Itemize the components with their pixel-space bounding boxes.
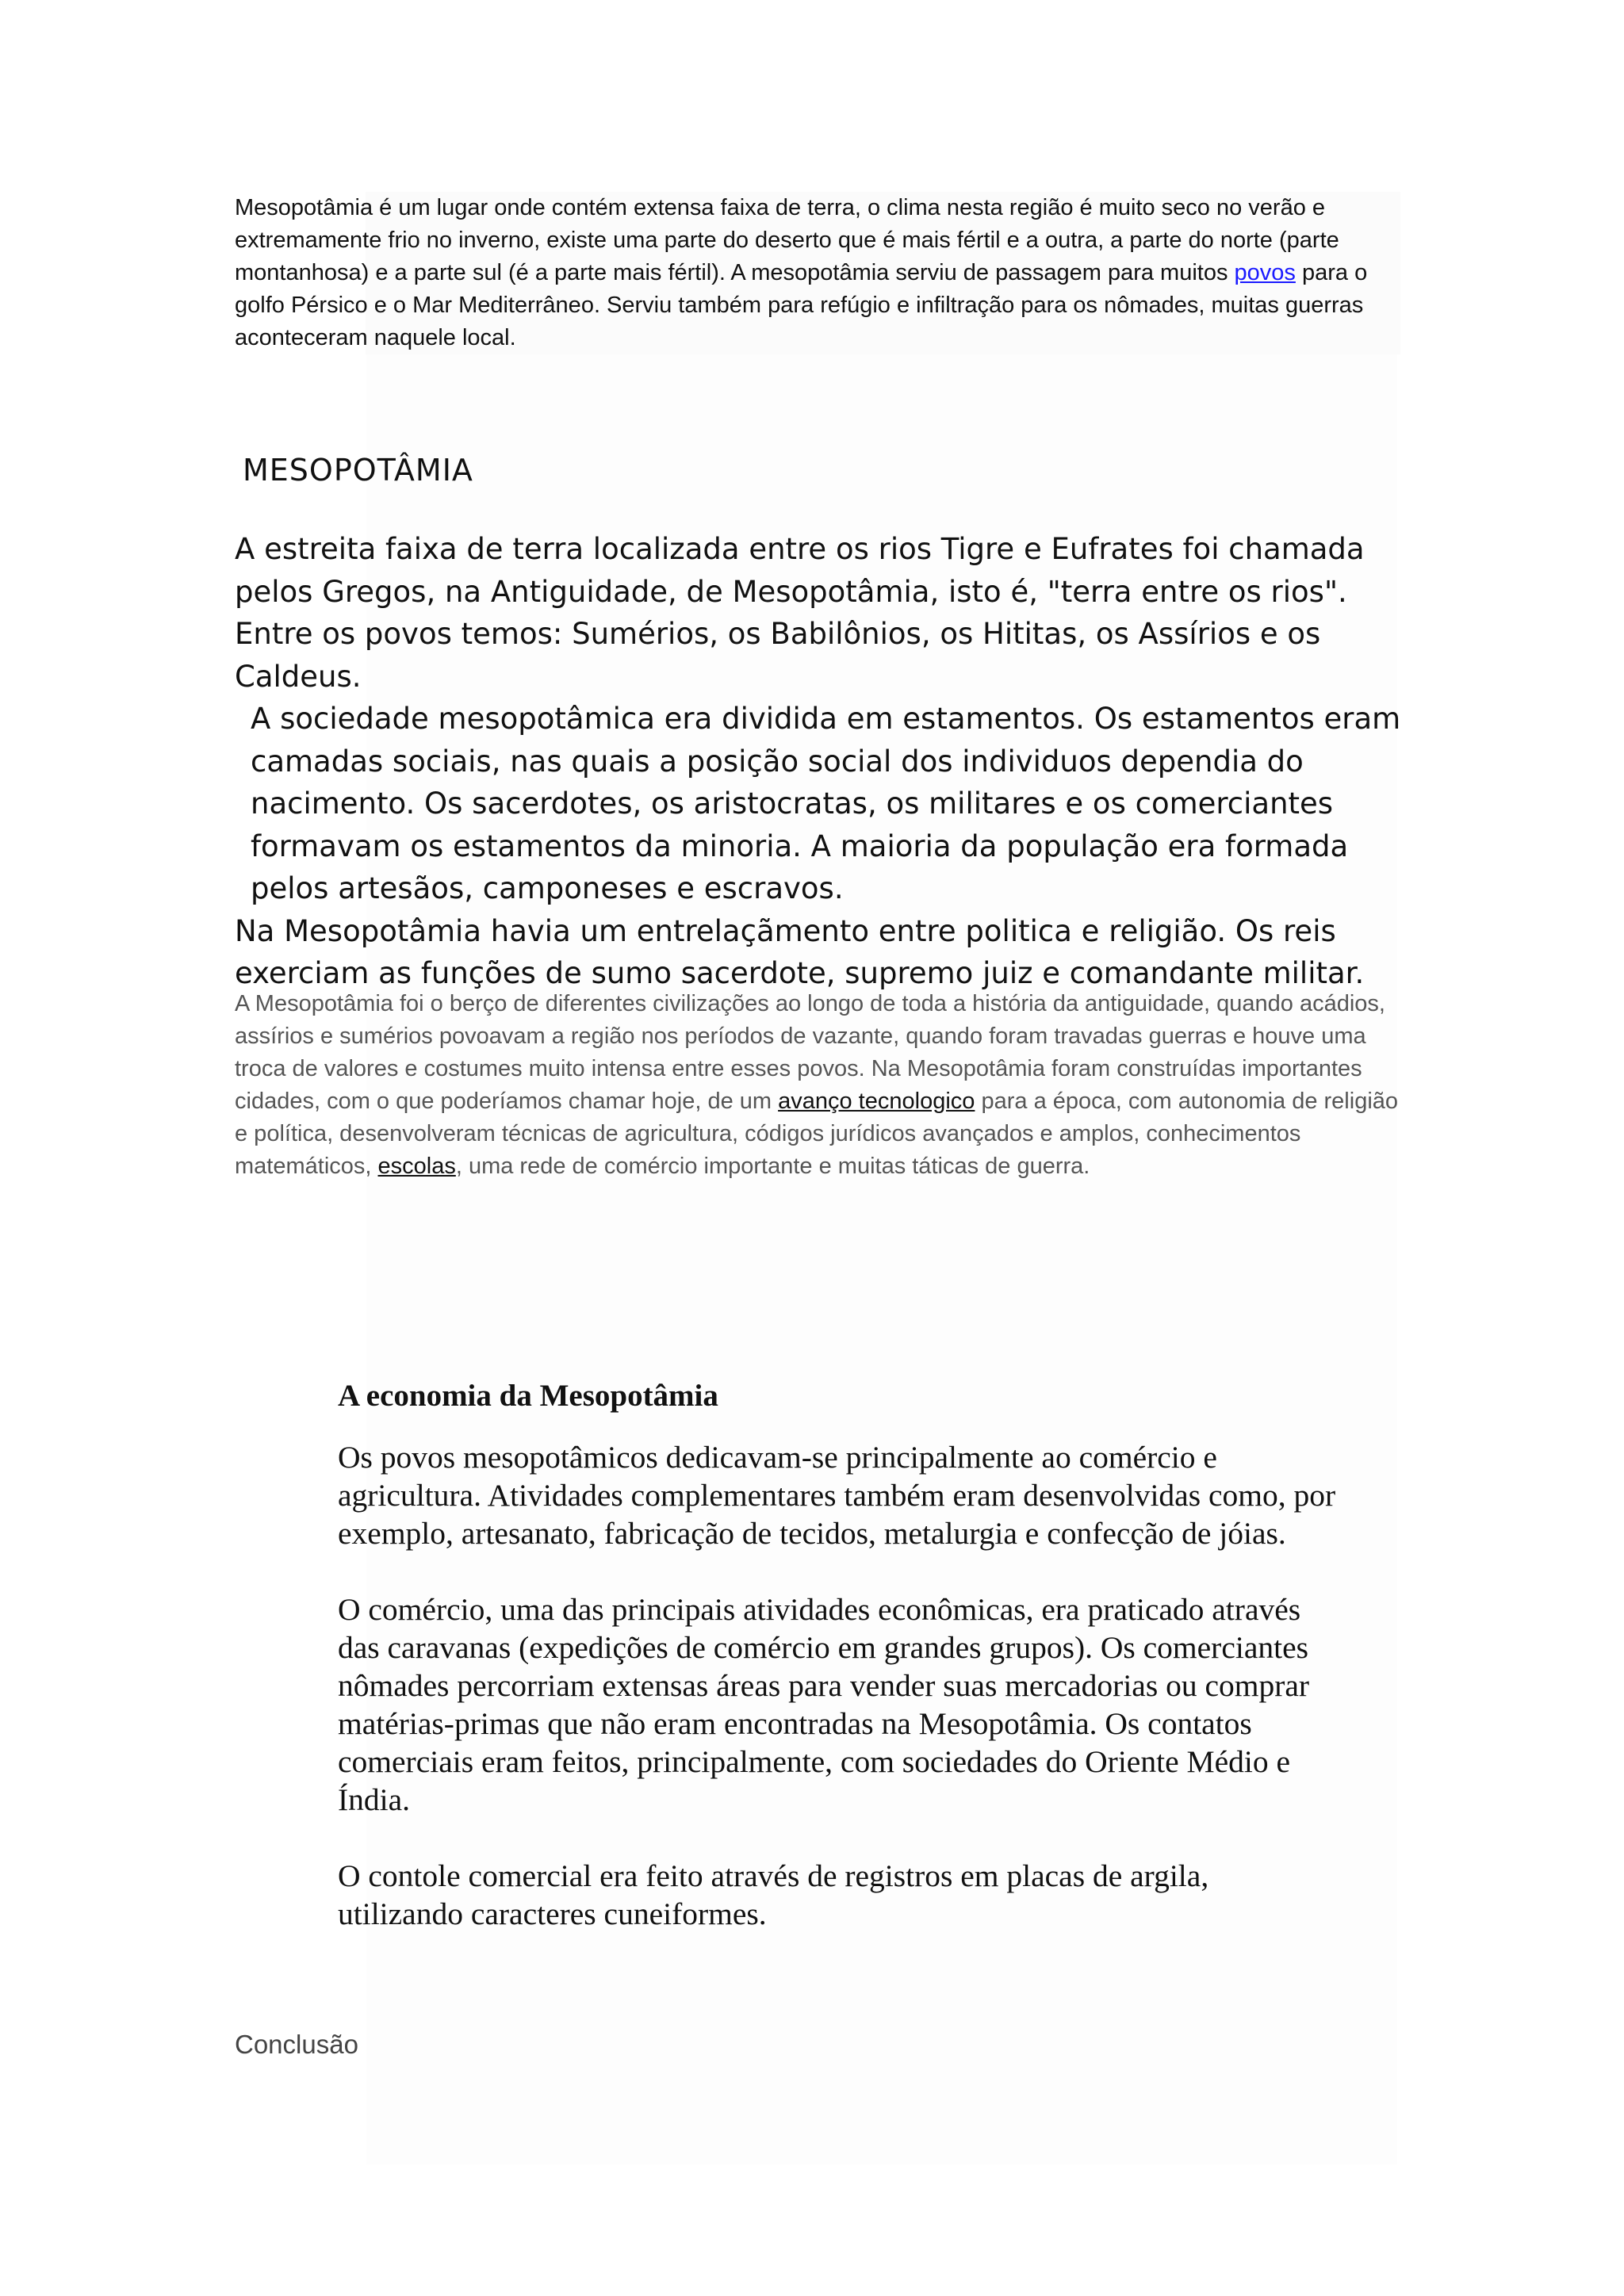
mesopotamia-line-2: Entre os povos temos: Sumérios, os Babilônios, os Hititas, os Assírios e os Caldeus. [235,617,1321,694]
povos-link[interactable]: povos [1234,260,1296,285]
history-paragraph [235,988,1400,1183]
mesopotamia-line-4: Na Mesopotâmia havia um entrelaçãmento entre politica e religião. Os reis exerciam as funções de sumo sacerdote, supremo juiz e comandante militar. [235,913,1365,990]
intro-text-start: Mesopotâmia é um lugar onde contém extensa faixa de terra, o clima nesta região é muito seco no verão e extremamente frio no inverno, existe uma parte do deserto que é mais fértil e a outra, a parte do norte (parte montanhosa) e a parte sul (é a parte mais fértil). A mesopotâmia serviu de passagem para muitos [235,195,1339,285]
avanco-tecnologico-link[interactable]: avanço tecnologico [778,1089,975,1114]
mesopotamia-line-3: A sociedade mesopotâmica era dividida em estamentos. Os estamentos eram camadas sociais, nas quais a posição social dos individuos dependia do nacimento. Os sacerdotes, os aristocratas, os militares e os comerciantes formavam os estamentos da minoria. A maioria da população era formada pelos artesãos, camponeses e escravos. [251,702,1401,905]
intro-paragraph [235,192,1400,354]
escolas-link[interactable]: escolas [377,1154,456,1179]
conclusion-label: Conclusão [235,2030,358,2059]
economy-paragraph-2: O comércio, uma das principais atividades econômicas, era praticado através das caravanas (expedições de comércio em grandes grupos). Os comerciantes nômades percorriam extensas áreas para vender suas mercadorias ou comprar matérias-primas que não eram encontradas na Mesopotâmia. Os contatos comerciais eram feitos, principalmente, com sociedades do Oriente Médio e Índia. [338,1592,1310,1817]
mesopotamia-heading: MESOPOTÂMIA [243,453,473,488]
history-text-2: para a época, com autonomia de religião e política, desenvolveram técnicas de agricultura, códigos jurídicos avançados e amplos, conhecimentos matemáticos, [235,1089,1399,1179]
history-text-3: , uma rede de comércio importante e muitas táticas de guerra. [455,1154,1090,1179]
economy-title: A economia da Mesopotâmia [338,1379,718,1413]
economy-section [338,1376,1337,1971]
mesopotamia-line-1: A estreita faixa de terra localizada entre os rios Tigre e Eufrates foi chamada pelos Gregos, na Antiguidade, de Mesopotâmia, isto é, "terra entre os rios". [235,532,1365,609]
history-text-1: A Mesopotâmia foi o berço de diferentes civilizações ao longo de toda a história da antiguidade, quando acádios, assírios e sumérios povoavam a região nos períodos de vazante, quando foram travadas guerras e houve uma troca de valores e costumes muito intensa entre esses povos. Na Mesopotâmia foram construídas importantes cidades, com o que poderíamos chamar hoje, de um [235,991,1385,1114]
economy-paragraph-1: Os povos mesopotâmicos dedicavam-se principalmente ao comércio e agricultura. Atividades complementares também eram desenvolvidas como, por exemplo, artesanato, fabricação de tecidos, metalurgia e confecção de jóias. [338,1440,1336,1551]
economy-paragraph-3: O contole comercial era feito através de registros em placas de argila, utilizando caracteres cuneiformes. [338,1858,1209,1931]
mesopotamia-section [235,528,1424,995]
intro-text-end: para o golfo Pérsico e o Mar Mediterrâneo. Serviu também para refúgio e infiltração para os nômades, muitas guerras aconteceram naquele local. [235,260,1368,350]
